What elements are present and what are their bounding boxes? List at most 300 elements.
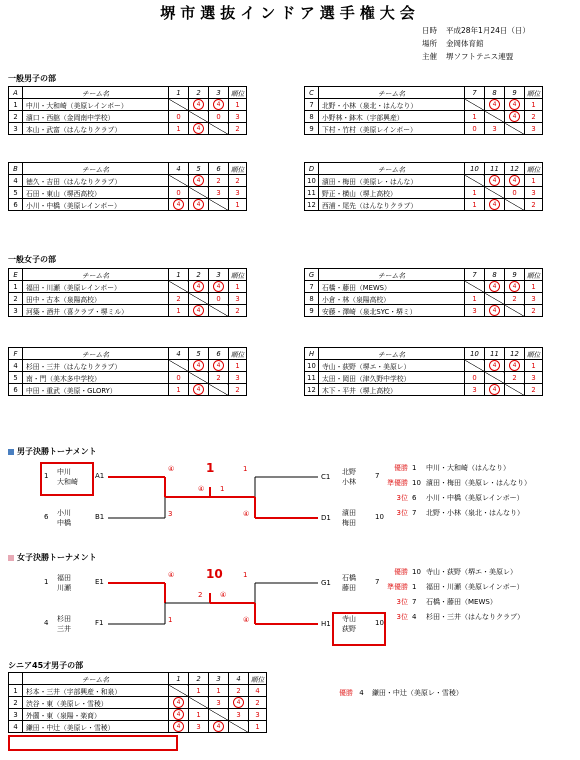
- league-label: C: [305, 87, 319, 99]
- col-header: 4: [169, 348, 189, 360]
- rank-cell: 1: [249, 721, 267, 733]
- win-mark: 4: [173, 709, 184, 720]
- rank-cell: 2: [249, 697, 267, 709]
- col-header: 7: [465, 269, 485, 281]
- team-header: チーム名: [319, 163, 465, 175]
- player-3-seed: 7: [375, 472, 380, 480]
- row-number: 3: [9, 305, 23, 317]
- score-cell: 1: [465, 187, 485, 199]
- score-cell: 2: [505, 372, 525, 384]
- win-mark: 4: [489, 360, 500, 371]
- score-cell: 2: [209, 175, 229, 187]
- semi1-score-a: ④: [168, 465, 175, 473]
- result-seed: 7: [412, 509, 417, 517]
- score-cell: 1: [169, 123, 189, 135]
- win-mark: 4: [213, 360, 224, 371]
- col-header: 10: [465, 348, 485, 360]
- rank-cell: 2: [525, 384, 543, 396]
- rank-cell: 3: [229, 187, 247, 199]
- team-name: 杉本・三井（宇部興産・和泉）: [23, 685, 169, 697]
- win-mark: 4: [489, 384, 500, 395]
- women-bracket-label: 女子決勝トーナメント: [17, 553, 97, 562]
- col-header: 11: [485, 348, 505, 360]
- player-4-seed: 10: [375, 619, 384, 627]
- win-mark: 4: [173, 697, 184, 708]
- result-team: 小川・中橋（美原レインボー）: [426, 494, 524, 502]
- row-number: 3: [9, 709, 23, 721]
- col-header: 2: [189, 269, 209, 281]
- men-bracket-label: 男子決勝トーナメント: [17, 447, 97, 456]
- win-mark: 4: [509, 175, 520, 186]
- score-cell: 0: [465, 372, 485, 384]
- col-header: 1: [169, 673, 189, 685]
- row-number: 5: [9, 187, 23, 199]
- score-cell: 0: [465, 123, 485, 135]
- player-1-name2: 大和崎: [57, 478, 78, 486]
- team-name: 鎌田・中辻（美原レ・雪稜）: [23, 721, 169, 733]
- final-score-b: 1: [220, 485, 225, 493]
- score-cell: [169, 685, 189, 697]
- score-cell: 1: [209, 685, 229, 697]
- rank-header: 順位: [229, 348, 247, 360]
- score-cell: 3: [209, 697, 229, 709]
- player-2-name1: 小川: [57, 509, 71, 517]
- score-cell: 2: [505, 293, 525, 305]
- meta-value: 平成28年1月24日（日）: [446, 26, 530, 35]
- team-header: チーム名: [319, 269, 465, 281]
- final-score-b: ④: [220, 591, 227, 599]
- player-2-code: B1: [95, 513, 105, 521]
- row-number: 9: [305, 305, 319, 317]
- col-header: 3: [209, 87, 229, 99]
- team-name: 安藤・澤崎（泉北SYC・堺ミ）: [319, 305, 465, 317]
- rank-cell: 2: [229, 305, 247, 317]
- player-2-seed: 4: [44, 619, 49, 627]
- rank-header: 順位: [525, 348, 543, 360]
- team-name: 小野林・鉢木（宇部興産）: [319, 111, 465, 123]
- semi2-score-a: 1: [243, 465, 248, 473]
- score-cell: 0: [209, 293, 229, 305]
- row-number: 1: [9, 99, 23, 111]
- col-header: 11: [485, 163, 505, 175]
- league-label: A: [9, 87, 23, 99]
- rank-cell: 3: [525, 293, 543, 305]
- col-header: 1: [169, 269, 189, 281]
- meta-value: 堺ソフトテニス連盟: [446, 52, 514, 61]
- rank-cell: 1: [525, 175, 543, 187]
- men-result: [378, 463, 510, 473]
- row-number: 4: [9, 175, 23, 187]
- rank-header: 順位: [229, 269, 247, 281]
- result-team: 北野・小林（泉北・はんなり）: [426, 509, 524, 517]
- senior-winner-team: 鎌田・中辻（美原レ・雪稜）: [371, 689, 463, 697]
- score-cell: 2: [229, 685, 249, 697]
- rank-cell: 1: [229, 360, 247, 372]
- rank-header: 順位: [229, 87, 247, 99]
- win-mark: 4: [509, 360, 520, 371]
- result-place: 3位: [396, 509, 408, 517]
- score-cell: 1: [465, 293, 485, 305]
- row-number: 10: [305, 360, 319, 372]
- col-header: 5: [189, 163, 209, 175]
- senior-champion-box: [8, 735, 178, 751]
- score-cell: 3: [189, 721, 209, 733]
- senior-winner-seed: 4: [359, 689, 364, 697]
- team-name: 石田・東山（堺西高校）: [23, 187, 169, 199]
- player-4-name1: 寺山: [342, 615, 356, 623]
- semi1-score-b: 3: [168, 510, 173, 518]
- score-cell: 3: [229, 709, 249, 721]
- rank-cell: 3: [229, 293, 247, 305]
- team-name: 濱口・西舘（金岡南中学校）: [23, 111, 169, 123]
- score-cell: [209, 709, 229, 721]
- result-seed: 1: [412, 583, 417, 591]
- col-header: 8: [485, 87, 505, 99]
- rank-cell: 2: [525, 111, 543, 123]
- rank-header: 順位: [525, 163, 543, 175]
- rank-cell: 2: [229, 123, 247, 135]
- col-header: 2: [189, 673, 209, 685]
- player-3-name2: 小林: [342, 478, 356, 486]
- rank-cell: 1: [229, 99, 247, 111]
- col-header: 4: [229, 673, 249, 685]
- win-mark: 4: [233, 697, 244, 708]
- rank-cell: 4: [249, 685, 267, 697]
- rank-header: 順位: [249, 673, 267, 685]
- result-team: 福田・川瀬（美原レインボー）: [426, 583, 524, 591]
- player-3-code: C1: [321, 473, 331, 481]
- col-header: 3: [209, 673, 229, 685]
- win-mark: 4: [193, 360, 204, 371]
- team-name: 西浦・尾先（はんなりクラブ）: [319, 199, 465, 211]
- team-name: 小倉・林（泉陽高校）: [319, 293, 465, 305]
- senior-winner: [323, 688, 463, 698]
- score-cell: [189, 697, 209, 709]
- semi2-score-b: ④: [243, 510, 250, 518]
- team-header: チーム名: [23, 269, 169, 281]
- result-team: 寺山・荻野（堺エ・美原レ）: [426, 568, 517, 576]
- win-mark: 4: [173, 721, 184, 732]
- row-number: 8: [305, 111, 319, 123]
- league-label: H: [305, 348, 319, 360]
- result-seed: 10: [412, 568, 421, 576]
- col-header: 6: [209, 348, 229, 360]
- player-1-name1: 中川: [57, 468, 71, 476]
- team-name: 寺山・荻野（堺エ・美原レ）: [319, 360, 465, 372]
- col-header: 4: [169, 163, 189, 175]
- win-mark: 4: [489, 199, 500, 210]
- league-label: F: [9, 348, 23, 360]
- rank-cell: 3: [249, 709, 267, 721]
- men-result: [378, 478, 531, 488]
- result-place: 準優勝: [387, 583, 408, 591]
- women-section-title: 一般女子の部: [8, 255, 56, 264]
- player-4-name2: 梅田: [342, 519, 356, 527]
- table-row: [9, 697, 267, 709]
- rank-cell: 1: [525, 360, 543, 372]
- result-place: 3位: [396, 494, 408, 502]
- win-mark: 4: [193, 305, 204, 316]
- meta-value: 金岡体育館: [446, 39, 484, 48]
- col-header: 12: [505, 348, 525, 360]
- player-4-code: D1: [321, 514, 331, 522]
- player-2-seed: 6: [44, 513, 49, 521]
- player-1-code: A1: [95, 472, 105, 480]
- win-mark: 4: [173, 199, 184, 210]
- row-number: 5: [9, 372, 23, 384]
- result-seed: 6: [412, 494, 417, 502]
- result-place: 3位: [396, 613, 408, 621]
- team-name: 福田・川瀬（美原レインボー）: [23, 281, 169, 293]
- col-header: 2: [189, 87, 209, 99]
- rank-header: 順位: [229, 163, 247, 175]
- women-result: [378, 612, 524, 622]
- score-cell: [229, 721, 249, 733]
- win-mark: 4: [509, 99, 520, 110]
- rank-cell: 3: [229, 372, 247, 384]
- rank-header: 順位: [525, 269, 543, 281]
- league-label: E: [9, 269, 23, 281]
- senior-winner-place: 優勝: [339, 689, 353, 697]
- league-label: [9, 673, 23, 685]
- result-team: 濱田・梅田（美原レ・はんなり）: [426, 479, 531, 487]
- row-number: 1: [9, 685, 23, 697]
- league-table: [8, 672, 267, 733]
- result-seed: 7: [412, 598, 417, 606]
- score-cell: 2: [169, 293, 189, 305]
- score-cell: [169, 721, 189, 733]
- win-mark: 4: [213, 99, 224, 110]
- win-mark: 4: [193, 175, 204, 186]
- col-header: 9: [505, 269, 525, 281]
- player-1-code: E1: [95, 578, 104, 586]
- table-row: [9, 721, 267, 733]
- semi1-score-b: 1: [168, 616, 173, 624]
- win-mark: 4: [489, 175, 500, 186]
- player-3-name1: 石橋: [342, 574, 356, 582]
- team-name: 本山・武富（はんなりクラブ）: [23, 123, 169, 135]
- col-header: 8: [485, 269, 505, 281]
- rank-cell: 3: [525, 123, 543, 135]
- score-cell: [169, 697, 189, 709]
- win-mark: 4: [193, 123, 204, 134]
- team-name: 石橋・藤田（MEWS）: [319, 281, 465, 293]
- score-cell: 0: [505, 187, 525, 199]
- player-4-name2: 荻野: [342, 625, 356, 633]
- team-name: 徳久・吉田（はんなりクラブ）: [23, 175, 169, 187]
- league-label: B: [9, 163, 23, 175]
- score-cell: 1: [169, 384, 189, 396]
- row-number: 11: [305, 372, 319, 384]
- league-label: D: [305, 163, 319, 175]
- page-title: 堺市選抜インドア選手権大会: [160, 4, 420, 22]
- row-number: 4: [9, 360, 23, 372]
- women-result: [378, 582, 524, 592]
- team-name: 小川・中橋（美原レインボー）: [23, 199, 169, 211]
- team-name: 北野・小林（泉北・はんなり）: [319, 99, 465, 111]
- player-3-name2: 藤田: [342, 584, 356, 592]
- col-header: 7: [465, 87, 485, 99]
- semi2-score-a: 1: [243, 571, 248, 579]
- win-mark: 4: [509, 111, 520, 122]
- table-header: [9, 673, 267, 685]
- team-name: 渋谷・東（美原レ・雪稜）: [23, 697, 169, 709]
- men-section-title: 一般男子の部: [8, 74, 56, 83]
- row-number: 2: [9, 293, 23, 305]
- row-number: 12: [305, 199, 319, 211]
- result-place: 優勝: [394, 464, 408, 472]
- result-team: 杉田・三井（はんなりクラブ）: [426, 613, 525, 621]
- team-name: 南・門（美木多中学校）: [23, 372, 169, 384]
- col-header: 1: [169, 87, 189, 99]
- result-seed: 4: [412, 613, 417, 621]
- result-place: 準優勝: [387, 479, 408, 487]
- win-mark: 4: [489, 305, 500, 316]
- col-header: 9: [505, 87, 525, 99]
- player-2-name2: 中橋: [57, 519, 71, 527]
- senior-section-title: シニア45才男子の部: [8, 661, 84, 670]
- score-cell: 1: [169, 305, 189, 317]
- women-result: [378, 597, 497, 607]
- row-number: 2: [9, 697, 23, 709]
- win-mark: 4: [213, 721, 224, 732]
- player-2-name2: 三井: [57, 625, 71, 633]
- score-cell: 1: [465, 111, 485, 123]
- team-name: 野正・横山（堺上高校）: [319, 187, 465, 199]
- team-header: チーム名: [23, 673, 169, 685]
- rank-cell: 3: [229, 111, 247, 123]
- team-name: 下村・竹村（美原レインボー）: [319, 123, 465, 135]
- player-2-code: F1: [95, 619, 104, 627]
- team-header: チーム名: [319, 87, 465, 99]
- player-3-name1: 北野: [342, 468, 356, 476]
- rank-cell: 2: [525, 305, 543, 317]
- player-3-code: G1: [321, 579, 331, 587]
- score-cell: 0: [169, 187, 189, 199]
- score-cell: 0: [209, 111, 229, 123]
- player-1-seed: 1: [44, 472, 49, 480]
- team-header: チーム名: [23, 163, 169, 175]
- men-champion-box: [40, 462, 94, 496]
- team-name: 濱田・梅田（美原レ・はんな）: [319, 175, 465, 187]
- result-team: 石橋・藤田（MEWS）: [426, 598, 497, 606]
- team-name: 外薗・東（泉陽・楽商）: [23, 709, 169, 721]
- row-number: 7: [305, 99, 319, 111]
- col-header: 10: [465, 163, 485, 175]
- win-mark: 4: [509, 281, 520, 292]
- team-header: チーム名: [319, 348, 465, 360]
- player-4-name1: 濱田: [342, 509, 356, 517]
- score-cell: 1: [189, 685, 209, 697]
- col-header: 3: [209, 269, 229, 281]
- rank-cell: 2: [525, 199, 543, 211]
- rank-cell: 1: [229, 199, 247, 211]
- row-number: 9: [305, 123, 319, 135]
- team-name: 中田・重武（美原・GLORY）: [23, 384, 169, 396]
- result-place: 3位: [396, 598, 408, 606]
- win-mark: 4: [489, 281, 500, 292]
- result-seed: 1: [412, 464, 417, 472]
- score-cell: 3: [465, 384, 485, 396]
- player-3-seed: 7: [375, 578, 380, 586]
- table-row: [9, 685, 267, 697]
- final-score-a: 2: [198, 591, 203, 599]
- player-4-code: H1: [321, 620, 331, 628]
- score-cell: 0: [169, 111, 189, 123]
- rank-cell: 2: [229, 175, 247, 187]
- league-label: G: [305, 269, 319, 281]
- row-number: 6: [9, 199, 23, 211]
- rank-cell: 1: [229, 281, 247, 293]
- semi1-score-a: ④: [168, 571, 175, 579]
- row-number: 11: [305, 187, 319, 199]
- rank-cell: 1: [525, 99, 543, 111]
- result-team: 中川・大和崎（はんなり）: [426, 464, 510, 472]
- men-result: [378, 508, 524, 518]
- win-mark: 4: [193, 199, 204, 210]
- women-result: [378, 567, 517, 577]
- final-winner-seed: 1: [206, 461, 215, 475]
- score-cell: 1: [189, 709, 209, 721]
- team-name: 太田・岡田（津久野中学校）: [319, 372, 465, 384]
- men-result: [378, 493, 524, 503]
- rank-cell: 3: [525, 372, 543, 384]
- team-name: 木下・平井（堺上高校）: [319, 384, 465, 396]
- score-cell: 3: [465, 305, 485, 317]
- score-cell: 0: [169, 372, 189, 384]
- win-mark: 4: [193, 384, 204, 395]
- player-1-name2: 川瀬: [57, 584, 71, 592]
- rank-cell: 2: [229, 384, 247, 396]
- player-1-name1: 福田: [57, 574, 71, 582]
- row-number: 6: [9, 384, 23, 396]
- row-number: 10: [305, 175, 319, 187]
- score-cell: [229, 697, 249, 709]
- row-number: 7: [305, 281, 319, 293]
- win-mark: 4: [489, 99, 500, 110]
- row-number: 8: [305, 293, 319, 305]
- meta-key: 主催: [422, 52, 437, 61]
- team-header: チーム名: [23, 348, 169, 360]
- score-cell: 1: [465, 199, 485, 211]
- row-number: 12: [305, 384, 319, 396]
- meta-key: 場所: [422, 39, 437, 48]
- rank-cell: 3: [525, 187, 543, 199]
- team-name: 杉田・三井（はんなりクラブ）: [23, 360, 169, 372]
- meta-key: 日時: [422, 26, 437, 35]
- row-number: 4: [9, 721, 23, 733]
- player-2-name1: 杉田: [57, 615, 71, 623]
- win-mark: 4: [193, 99, 204, 110]
- final-winner-seed: 10: [206, 567, 223, 581]
- row-number: 3: [9, 123, 23, 135]
- row-number: 2: [9, 111, 23, 123]
- rank-cell: 1: [525, 281, 543, 293]
- final-score-a: ④: [198, 485, 205, 493]
- col-header: 5: [189, 348, 209, 360]
- player-1-seed: 1: [44, 578, 49, 586]
- team-name: 河築・酒井（喜クラブ・堺ミル）: [23, 305, 169, 317]
- semi2-score-b: ④: [243, 616, 250, 624]
- player-4-seed: 10: [375, 513, 384, 521]
- result-seed: 10: [412, 479, 421, 487]
- score-cell: 3: [485, 123, 505, 135]
- col-header: 6: [209, 163, 229, 175]
- score-cell: 3: [209, 187, 229, 199]
- team-name: 中川・大和崎（美原レインボー）: [23, 99, 169, 111]
- score-cell: 2: [209, 372, 229, 384]
- table-row: [9, 709, 267, 721]
